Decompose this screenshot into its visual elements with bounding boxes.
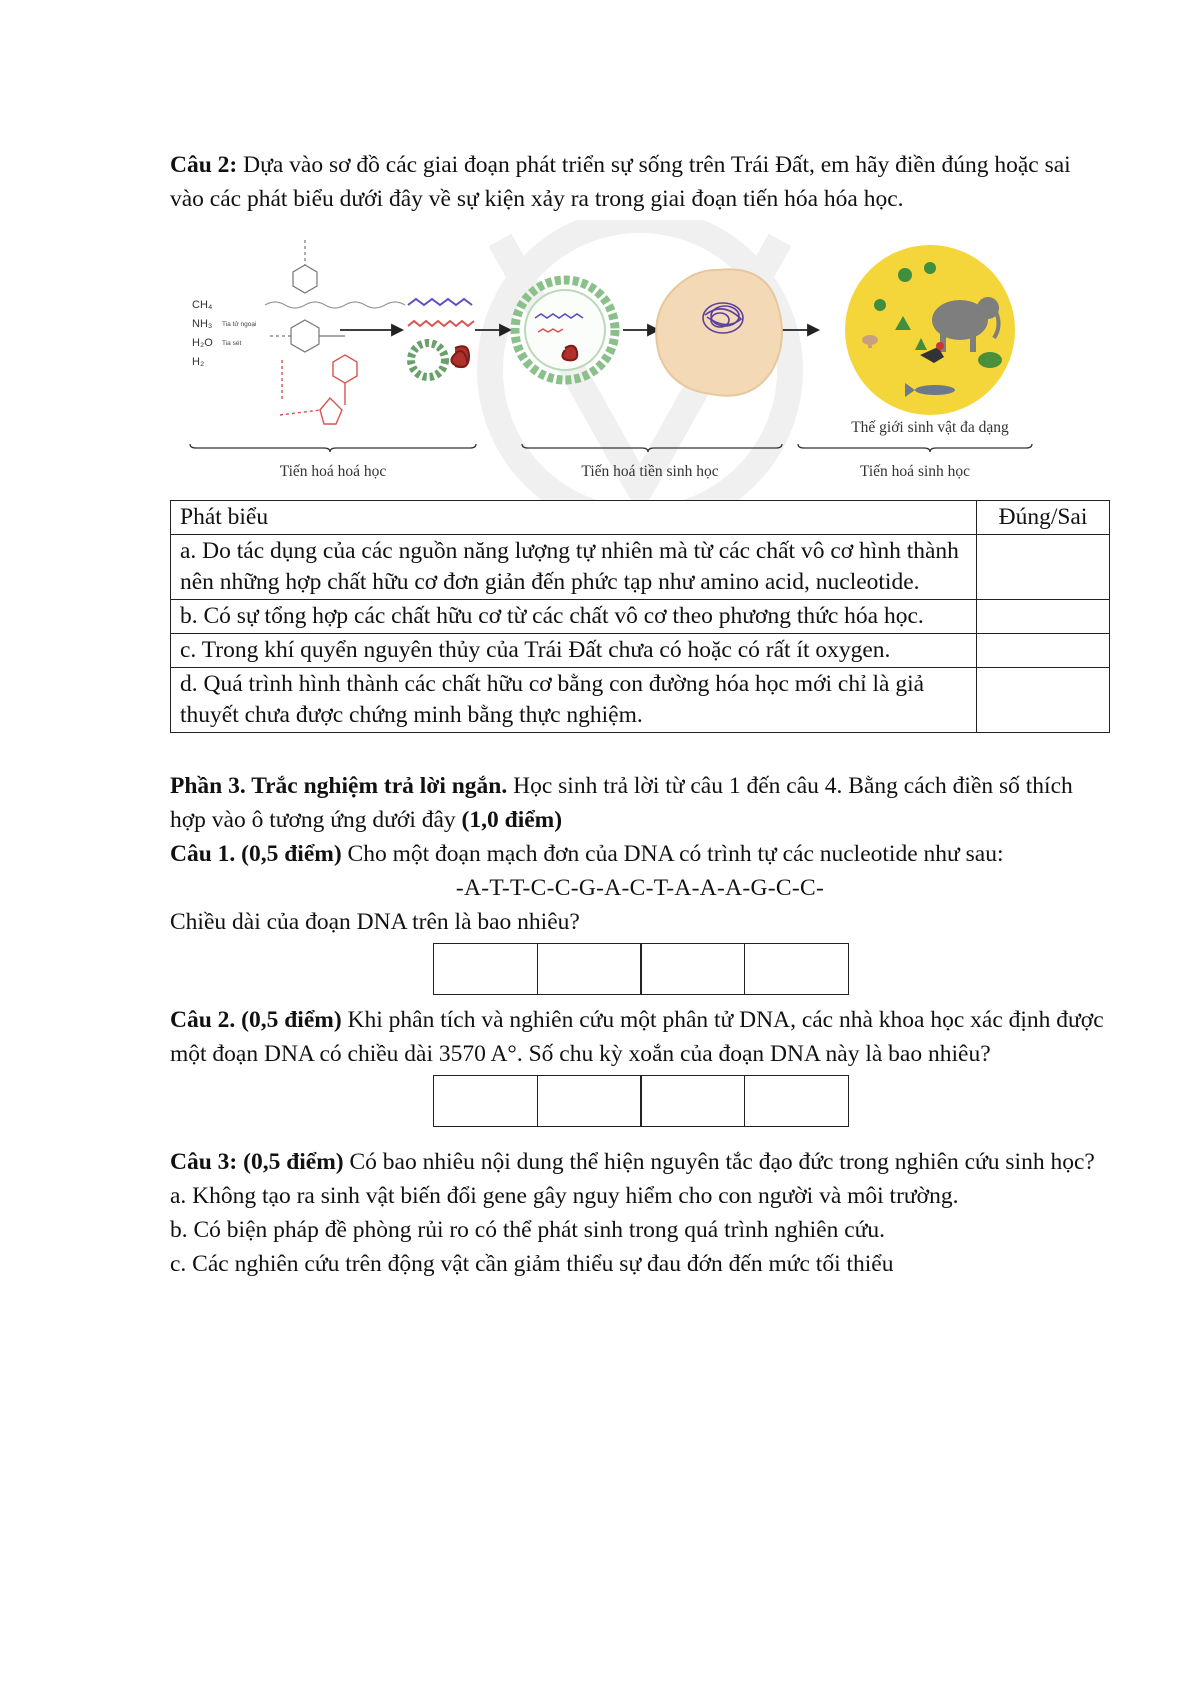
- header-answer: Đúng/Sai: [977, 501, 1110, 535]
- nucleotide-icon: [280, 355, 357, 424]
- q1-answer-box[interactable]: [537, 943, 642, 995]
- answer-cell-a[interactable]: [977, 535, 1110, 600]
- energy-lightning: Tia sét: [222, 340, 242, 347]
- q1-answer-box[interactable]: [640, 943, 745, 995]
- brace-biological: [798, 444, 1032, 452]
- statement-c: c. Trong khí quyển nguyên thủy của Trái Đất chưa có hoặc có rất ít oxygen.: [171, 634, 977, 668]
- evolution-diagram-svg: [170, 220, 1110, 500]
- q1-question: Chiều dài của đoạn DNA trên là bao nhiêu?: [170, 909, 580, 935]
- protein-ring-icon: [411, 343, 469, 377]
- molecule-nh3: NH₃: [192, 318, 213, 330]
- cau2-text: Dựa vào sơ đồ các giai đoạn phát triển sự sống trên Trái Đất, em hãy điền đúng hoặc sai vào các phát biểu dưới đây về sự kiện xảy ra trong giai đoạn tiến hóa hóa học.: [170, 152, 1071, 212]
- brace-chemical: [190, 444, 476, 452]
- cau2-label: Câu 2:: [170, 152, 238, 178]
- arrow-1-head: [392, 325, 402, 335]
- q3-item-b: b. Có biện pháp đề phòng rủi ro có thể phát sinh trong quá trình nghiên cứu.: [170, 1217, 885, 1243]
- q3-item-a: a. Không tạo ra sinh vật biến đổi gene gây nguy hiểm cho con người và môi trường.: [170, 1183, 959, 1209]
- molecule-h2o: H₂O: [192, 337, 213, 349]
- q2-answer-box[interactable]: [640, 1075, 745, 1127]
- world-caption: Thế giới sinh vật đa dạng: [851, 419, 1009, 436]
- q1-answer-box[interactable]: [744, 943, 849, 995]
- q3-text: Có bao nhiêu nội dung thể hiện nguyên tắc đạo đức trong nghiên cứu sinh học?: [343, 1149, 1095, 1175]
- stage-prebiotic: Tiến hoá tiền sinh học: [581, 463, 719, 480]
- q2-answer-boxes: [433, 1075, 1110, 1127]
- phan3-text: Học sinh trả lời từ câu 1 đến câu 4. Bằng cách điền số thích hợp vào ô tương ứng dưới đây: [170, 773, 1073, 833]
- q2-prompt: [170, 1003, 1110, 1071]
- arrow-4-head: [808, 325, 818, 335]
- dna-sequence: -A-T-T-C-C-G-A-C-T-A-A-A-G-C-C-: [455, 875, 825, 901]
- q2-label: Câu 2. (0,5 điểm): [170, 1007, 342, 1033]
- q3-label: Câu 3: (0,5 điểm): [170, 1149, 344, 1175]
- q1-answer-boxes: [433, 943, 1110, 995]
- organic-molecules-icon: [265, 240, 405, 352]
- phan3-points: (1,0 điểm): [461, 807, 563, 833]
- q2-text: Khi phân tích và nghiên cứu một phân tử DNA, các nhà khoa học xác định được một đoạn DNA có chiều dài 3570 A°. Số chu kỳ xoắn của đoạn DNA này là bao nhiêu?: [170, 1007, 1104, 1067]
- header-statement: Phát biểu: [171, 501, 977, 535]
- table-header-row: [171, 501, 1110, 535]
- q1-prompt: [170, 837, 1110, 871]
- q1-label: Câu 1. (0,5 điểm): [170, 841, 342, 867]
- phan3-intro: [170, 769, 1110, 837]
- molecule-ch4: CH₄: [192, 299, 213, 311]
- table-row: [171, 634, 1110, 668]
- stage-chemical: Tiến hoá hoá học: [279, 463, 387, 480]
- answer-cell-b[interactable]: [977, 600, 1110, 634]
- stage-biological: Tiến hoá sinh học: [859, 463, 971, 480]
- table-row: [171, 535, 1110, 600]
- q2-answer-box[interactable]: [537, 1075, 642, 1127]
- true-false-table: [170, 500, 1110, 733]
- molecule-h2: H₂: [192, 356, 205, 368]
- table-row: [171, 600, 1110, 634]
- statement-b: b. Có sự tổng hợp các chất hữu cơ từ các chất vô cơ theo phương thức hóa học.: [171, 600, 977, 634]
- q3-prompt: [170, 1145, 1110, 1179]
- polymer-strands-icon: [408, 299, 474, 326]
- statement-a: a. Do tác dụng của các nguồn năng lượng tự nhiên mà từ các chất vô cơ hình thành nên những hợp chất hữu cơ đơn giản đến phức tạp như amino acid, nucleotide.: [171, 535, 977, 600]
- exam-page: [170, 148, 1110, 1281]
- table-row: [171, 668, 1110, 733]
- answer-cell-c[interactable]: [977, 634, 1110, 668]
- statement-d: d. Quá trình hình thành các chất hữu cơ bằng con đường hóa học mới chỉ là giả thuyết chưa được chứng minh bằng thực nghiệm.: [171, 668, 977, 733]
- primitive-cell-icon: [656, 269, 782, 395]
- cau2-prompt: [170, 148, 1110, 216]
- energy-uv: Tia tử ngoại: [222, 321, 257, 328]
- biodiversity-circle: [845, 245, 1015, 415]
- q3-item-c: c. Các nghiên cứu trên động vật cần giảm thiểu sự đau đớn đến mức tối thiểu: [170, 1251, 894, 1277]
- q2-answer-box[interactable]: [744, 1075, 849, 1127]
- q1-text: Cho một đoạn mạch đơn của DNA có trình tự các nucleotide như sau:: [341, 841, 1004, 867]
- frog-icon: [978, 352, 1002, 368]
- q2-answer-box[interactable]: [433, 1075, 538, 1127]
- q1-answer-box[interactable]: [433, 943, 538, 995]
- phan3-title: Phần 3. Trắc nghiệm trả lời ngắn.: [170, 773, 508, 799]
- answer-cell-d[interactable]: [977, 668, 1110, 733]
- evolution-diagram: [170, 220, 1110, 500]
